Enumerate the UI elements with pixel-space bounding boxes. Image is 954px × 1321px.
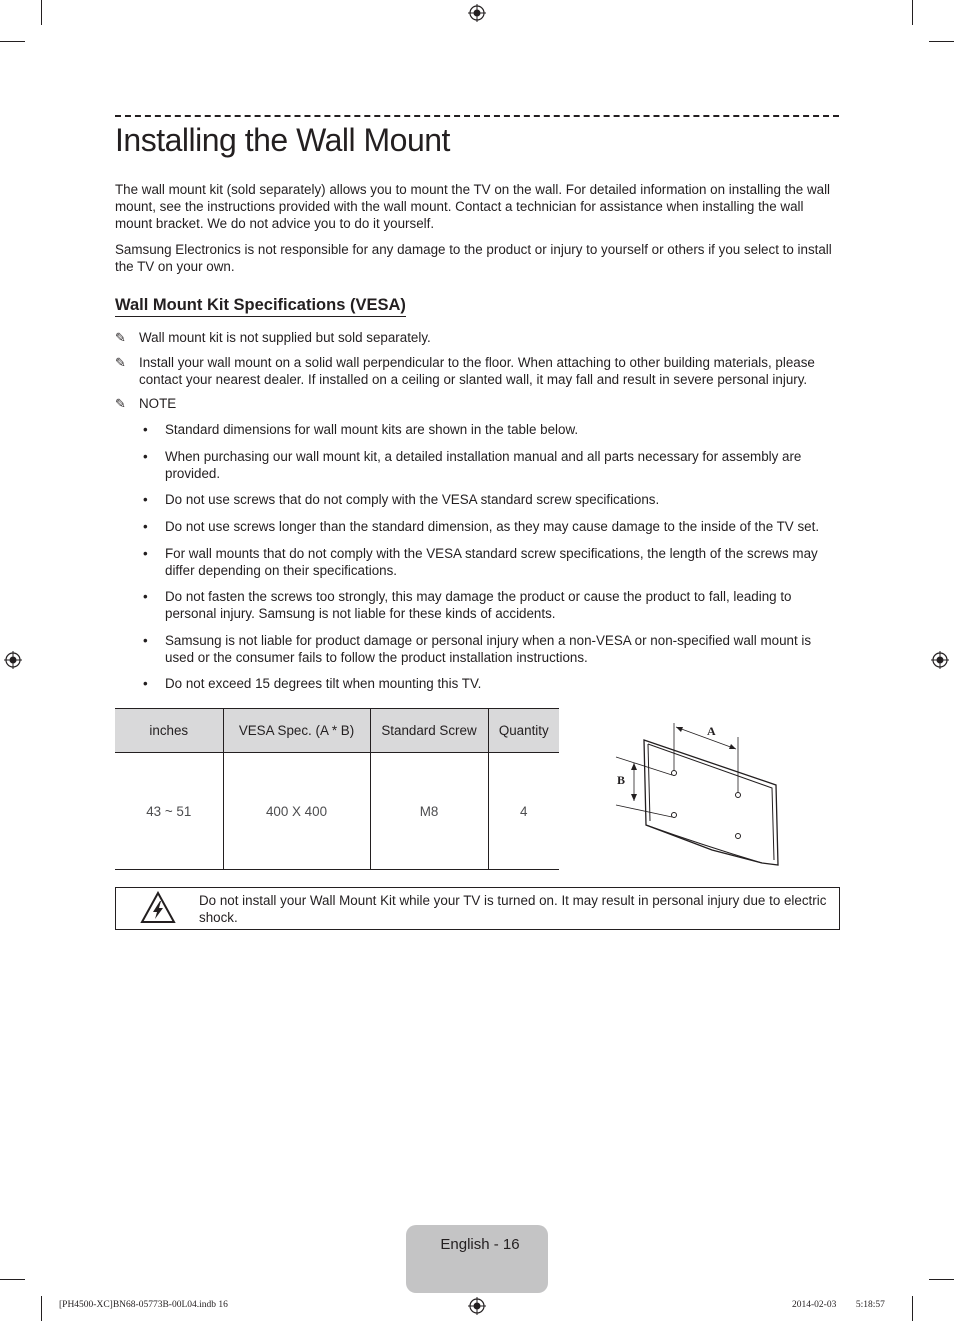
crop-mark	[929, 1279, 954, 1280]
vesa-spec-table	[115, 708, 559, 870]
list-item-text: Do not use screws that do not comply with the VESA standard screw specifications.	[165, 492, 660, 507]
bullet-glyph: •	[143, 492, 148, 507]
table-cell: 4	[488, 753, 559, 870]
bullet-glyph: •	[143, 546, 148, 561]
crop-mark	[912, 1296, 913, 1321]
list-item	[140, 448, 840, 482]
title-divider	[115, 115, 839, 117]
bullet-glyph: •	[143, 589, 148, 604]
bullet-glyph: •	[143, 519, 148, 534]
table-header-row	[115, 709, 559, 753]
list-item	[140, 545, 840, 579]
list-item-text: When purchasing our wall mount kit, a detailed installation manual and all parts necessary for assembly are provided.	[165, 449, 802, 481]
list-item	[140, 518, 840, 535]
note-item	[115, 329, 839, 346]
list-item-text: Samsung is not liable for product damage or personal injury when a non-VESA or non-specified wall mount is used or the consumer fails to follow the product installation instructions.	[165, 633, 812, 665]
note-text: Wall mount kit is not supplied but sold separately.	[139, 330, 431, 345]
list-item	[140, 675, 840, 692]
dimension-label-b: B	[617, 773, 626, 787]
crop-mark	[41, 0, 42, 25]
registration-mark-icon	[468, 4, 486, 22]
table-cell: 43 ~ 51	[115, 753, 223, 870]
list-item-text: Do not fasten the screws too strongly, this may damage the product or cause the product to fall, leading to personal injury. Samsung is not liable for these kinds of accidents.	[165, 589, 792, 621]
table-row	[115, 753, 559, 870]
pencil-note-icon: ✎	[115, 396, 126, 411]
pencil-note-icon: ✎	[115, 355, 126, 370]
list-item-text: Do not use screws longer than the standard dimension, as they may cause damage to the inside of the TV set.	[165, 519, 820, 534]
table-header-cell: inches	[115, 709, 223, 753]
bullet-glyph: •	[143, 449, 148, 464]
note-item	[115, 395, 839, 412]
bullet-glyph: •	[143, 422, 148, 437]
crop-mark	[0, 1279, 25, 1280]
intro-paragraph: Samsung Electronics is not responsible for any damage to the product or injury to yourself or others if you select to install the TV on your own.	[115, 242, 832, 274]
intro-paragraph: The wall mount kit (sold separately) allows you to mount the TV on the wall. For detailed information on installing the wall mount, see the instructions provided with the wall mount. Contact a technician for assistance when installing the wall mount bracket. We do not advice you to do it yourself.	[115, 182, 831, 231]
print-file-info: [PH4500-XC]BN68-05773B-00L04.indb 16	[59, 1300, 228, 1310]
list-item	[140, 588, 840, 622]
list-item-text: Standard dimensions for wall mount kits are shown in the table below.	[165, 422, 579, 437]
page-title: Installing the Wall Mount	[115, 122, 450, 158]
list-item	[140, 421, 840, 438]
warning-text: Do not install your Wall Mount Kit while your TV is turned on. It may result in personal injury due to electric shock.	[199, 893, 827, 925]
registration-mark-icon	[468, 1297, 486, 1315]
crop-mark	[41, 1296, 42, 1321]
print-timestamp: 2014-02-03 ￿￿ 5:18:57	[792, 1300, 885, 1310]
table-header-cell: Quantity	[488, 709, 559, 753]
table-header-cell: VESA Spec. (A * B)	[223, 709, 370, 753]
list-item	[140, 632, 840, 666]
dimension-label-a: A	[707, 724, 716, 738]
crop-mark	[912, 0, 913, 25]
list-item-text: For wall mounts that do not comply with the VESA standard screw specifications, the length of the screws may differ depending on their specifications.	[165, 546, 818, 578]
pencil-note-icon: ✎	[115, 330, 126, 345]
table-cell: 400 X 400	[223, 753, 370, 870]
table-cell: M8	[370, 753, 488, 870]
table-header-cell: Standard Screw	[370, 709, 488, 753]
wall-mount-diagram	[612, 715, 784, 870]
bullet-glyph: •	[143, 676, 148, 691]
list-item	[140, 491, 840, 508]
bullet-glyph: •	[143, 633, 148, 648]
section-heading: Wall Mount Kit Specifications (VESA)	[115, 296, 406, 317]
note-label: NOTE	[139, 396, 177, 411]
list-item-text: Do not exceed 15 degrees tilt when mounting this TV.	[165, 676, 482, 691]
note-text: Install your wall mount on a solid wall perpendicular to the floor. When attaching to other building materials, please contact your nearest dealer. If installed on a ceiling or slanted wall, it may fall and result in severe personal injury.	[139, 355, 815, 387]
registration-mark-icon	[931, 651, 949, 669]
crop-mark	[0, 41, 25, 42]
registration-mark-icon	[4, 651, 22, 669]
note-item	[115, 354, 839, 388]
page-number-label: English - 16	[440, 1236, 520, 1253]
crop-mark	[929, 41, 954, 42]
electric-shock-warning-icon	[140, 891, 176, 924]
